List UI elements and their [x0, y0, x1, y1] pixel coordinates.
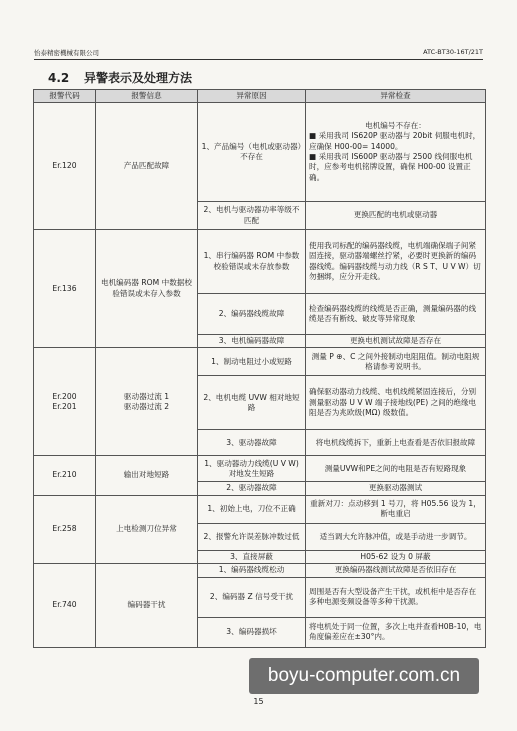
col-header-code: 报警代码	[34, 90, 96, 103]
alarm-cause: 3、编码器损坏	[198, 617, 306, 647]
alarm-cause: 2、编码器 Z 信号受干扰	[198, 577, 306, 617]
alarm-check: 更换驱动器测试	[306, 482, 486, 495]
alarm-table	[33, 89, 486, 648]
alarm-cause: 1、驱动器动力线缆(U V W) 对地发生短路	[198, 456, 306, 482]
alarm-cause: 2、电机与驱动器功率等级不匹配	[198, 202, 306, 230]
alarm-cause: 2、驱动器故障	[198, 482, 306, 495]
alarm-cause: 1、产品编号（电机或驱动器）不存在	[198, 103, 306, 202]
alarm-cause: 2、电机电缆 UVW 相对地短路	[198, 376, 306, 430]
section-number: 4.2	[48, 71, 70, 85]
alarm-check: H05-62 设为 0 屏蔽	[306, 550, 486, 563]
alarm-info: 电机编码器 ROM 中数据校验错误或未存入参数	[96, 230, 198, 348]
alarm-check: 更换电机测试故障是否存在	[306, 335, 486, 348]
table-header-row	[34, 90, 486, 103]
model-number: ATC-BT30-16T/21T	[423, 48, 483, 56]
alarm-check: 周围是否有大型设备产生干扰，或机柜中是否存在多种电源变频设备等多种干扰源。	[306, 577, 486, 617]
alarm-check: 重新对刀：点动移到 1 号刀，将 H05.56 设为 1，断电重启	[306, 495, 486, 523]
alarm-check: 将电机处于同一位置，多次上电并查看H0B-10，电角度偏差应在±30°内。	[306, 617, 486, 647]
alarm-code: Er.740	[34, 564, 96, 647]
table-row	[34, 564, 486, 577]
alarm-code: Er.200 Er.201	[34, 348, 96, 456]
alarm-check: 更换编码器线测试故障是否依旧存在	[306, 564, 486, 577]
col-header-info: 报警信息	[96, 90, 198, 103]
section-heading	[48, 69, 192, 86]
alarm-info: 产品匹配故障	[96, 103, 198, 230]
alarm-check: 适当调大允许脉冲值，或是手动进一步调节。	[306, 523, 486, 550]
col-header-cause: 异常原因	[198, 90, 306, 103]
section-title: 异警表示及处理方法	[84, 71, 193, 85]
alarm-cause: 1、编码器线缆松动	[198, 564, 306, 577]
alarm-cause: 3、驱动器故障	[198, 430, 306, 456]
alarm-check: 测量UVW和PE之间的电阻是否有短路现象	[306, 456, 486, 482]
col-header-check: 异常检查	[306, 90, 486, 103]
alarm-check: 确保驱动器动力线缆、电机线缆紧固连接后，分别测量驱动器 U V W 端子接地线(PE) 之间的绝缘电阻是否为兆欧级(MΩ) 级数值。	[306, 376, 486, 430]
alarm-cause: 3、直接屏蔽	[198, 550, 306, 563]
table-row	[34, 103, 486, 202]
alarm-check: 更换匹配的电机或驱动器	[306, 202, 486, 230]
alarm-cause: 1、初始上电，刀位不正确	[198, 495, 306, 523]
company-name: 怡泰精密機械有限公司	[34, 49, 99, 57]
page-header	[34, 46, 483, 60]
alarm-code: Er.258	[34, 495, 96, 563]
table-row	[34, 348, 486, 376]
alarm-check: 测量 P ⊕、C 之间外接制动电阻阻值。制动电阻规格请参考说明书。	[306, 348, 486, 376]
check-line: 电机编号不存在：	[365, 120, 426, 130]
table-row	[34, 495, 486, 523]
alarm-cause: 3、电机编码器故障	[198, 335, 306, 348]
alarm-code: Er.136	[34, 230, 96, 348]
alarm-info: 驱动器过流 1 驱动器过流 2	[96, 348, 198, 456]
alarm-code: Er.210	[34, 456, 96, 495]
watermark-banner: boyu-computer.com.cn	[249, 658, 479, 694]
alarm-check: 检查编码器线缆的线缆是否正确，测量编码器的线缆是否有断线、破皮等异常现象	[306, 294, 486, 335]
alarm-cause: 1、串行编码器 ROM 中参数校验错误或未存放参数	[198, 230, 306, 294]
check-line: ■ 采用我司 IS620P 驱动器与 20bit 伺服电机时，应确保 H00-00= 14000。	[309, 131, 481, 151]
alarm-check: 将电机线缆拆下，重新上电查看是否依旧报故障	[306, 430, 486, 456]
table-row	[34, 456, 486, 482]
alarm-info: 上电检测刀位异常	[96, 495, 198, 563]
alarm-check	[306, 103, 486, 202]
check-line: ■ 采用我司 IS600P 驱动器与 2500 线伺服电机时，应参考电机铭牌设置，确保 H00-00 设置正确。	[309, 152, 473, 182]
alarm-cause: 1、制动电阻过小或短路	[198, 348, 306, 376]
alarm-info: 输出对地短路	[96, 456, 198, 495]
header-divider	[34, 59, 483, 60]
alarm-code: Er.120	[34, 103, 96, 230]
page-number: 15	[253, 697, 264, 706]
alarm-info: 编码器干扰	[96, 564, 198, 647]
alarm-check: 使用我司标配的编码器线缆，电机端确保端子间紧固连接，驱动器端螺丝拧紧，必要时更换新的编码器线缆。编码器线缆与动力线（R S T、U V W）切勿捆绑，应分开走线。	[306, 230, 486, 294]
alarm-cause: 2、编码器线缆故障	[198, 294, 306, 335]
table-row	[34, 230, 486, 294]
alarm-cause: 2、报警允许误差脉冲数过低	[198, 523, 306, 550]
